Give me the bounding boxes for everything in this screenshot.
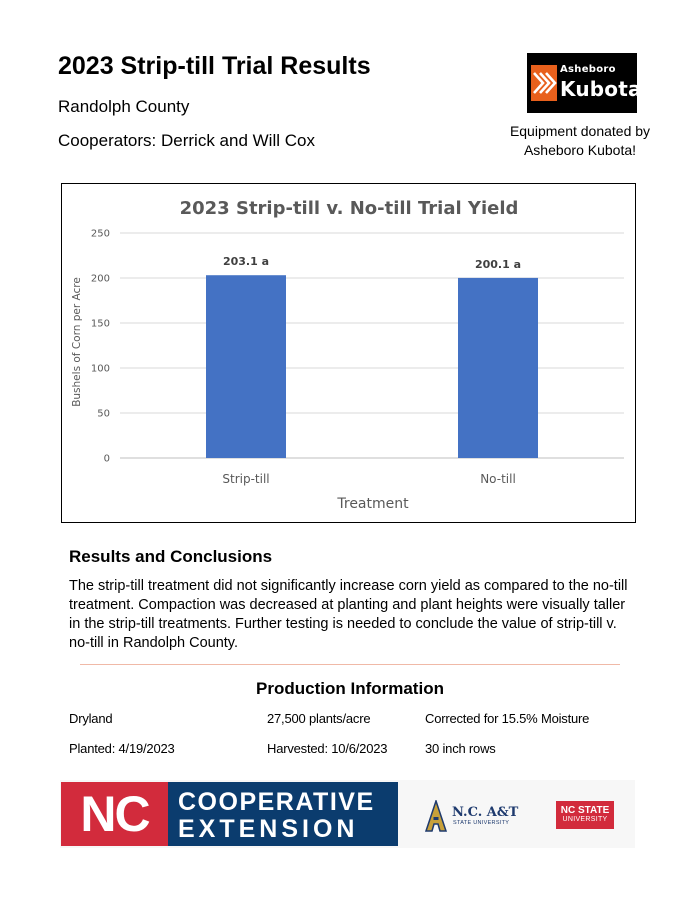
nc-state-logo xyxy=(556,801,614,829)
y-tick-label: 0 xyxy=(103,453,110,465)
y-tick-label: 150 xyxy=(90,318,110,330)
y-tick-label: 100 xyxy=(90,363,110,375)
kubota-mark-icon xyxy=(531,65,557,101)
x-tick-label: Strip-till xyxy=(222,472,270,486)
production-cell: 27,500 plants/acre xyxy=(267,711,371,726)
results-heading: Results and Conclusions xyxy=(69,547,273,566)
bar xyxy=(458,278,538,458)
page-title: 2023 Strip-till Trial Results xyxy=(58,52,371,80)
yield-chart xyxy=(61,183,636,523)
y-tick-label: 50 xyxy=(97,408,110,420)
aggie-sub: STATE UNIVERSITY xyxy=(453,820,510,826)
bar-data-label: 200.1 a xyxy=(474,257,522,271)
y-tick-label: 250 xyxy=(90,228,110,240)
production-cell: Dryland xyxy=(69,711,113,726)
coop-line1: COOPERATIVE xyxy=(178,788,375,816)
cooperators-label: Cooperators: Derrick and Will Cox xyxy=(58,131,315,150)
production-cell: 30 inch rows xyxy=(425,741,496,756)
y-tick-label: 200 xyxy=(90,273,110,285)
ncstate-line1: NC STATE xyxy=(560,805,610,816)
ncstate-line2: UNIVERSITY xyxy=(562,816,608,823)
bar-data-label: 203.1 a xyxy=(222,255,270,269)
county-label: Randolph County xyxy=(58,97,190,116)
yield-chart-svg xyxy=(62,184,635,522)
bar xyxy=(206,275,286,458)
cooperative-extension-block xyxy=(168,782,398,846)
results-paragraph: The strip-till treatment did not significantly increase corn yield as compared to the no-till treatment. Compaction was decreased at planting and plant heights were visually taller in the strip-till treatments. Further testing is needed to conclude the value of strip-till v. no-till in Randolph County. xyxy=(69,578,628,651)
donation-note xyxy=(495,122,665,160)
nc-logo-block: NC xyxy=(61,782,168,846)
aggie-a-icon xyxy=(425,800,447,832)
section-divider xyxy=(80,664,620,665)
x-tick-label: No-till xyxy=(480,472,516,486)
logo-line1: Asheboro xyxy=(560,64,616,75)
production-heading: Production Information xyxy=(256,679,444,698)
x-axis-label: Treatment xyxy=(337,496,409,512)
production-cell: Planted: 4/19/2023 xyxy=(69,741,175,756)
asheboro-kubota-logo xyxy=(527,53,642,113)
logo-line2: Kubota xyxy=(560,77,642,101)
production-cell: Corrected for 15.5% Moisture xyxy=(425,711,590,726)
nc-at-logo xyxy=(425,800,525,832)
chart-title: 2023 Strip-till v. No-till Trial Yield xyxy=(179,198,519,219)
aggie-name: N.C. A&T xyxy=(452,805,519,820)
donated-line1: Equipment donated by xyxy=(509,123,651,139)
production-cell: Harvested: 10/6/2023 xyxy=(267,741,388,756)
y-axis-label: Bushels of Corn per Acre xyxy=(71,277,83,407)
coop-line2: EXTENSION xyxy=(178,815,359,843)
donated-line2: Asheboro Kubota! xyxy=(523,142,637,158)
